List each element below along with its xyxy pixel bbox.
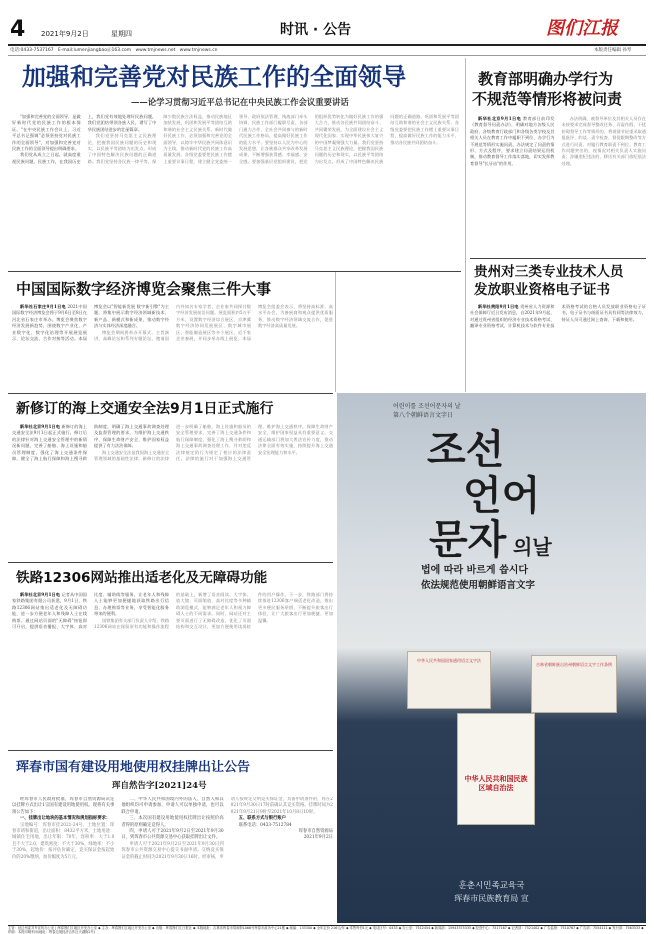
poster-book-1 [407,651,491,709]
rule [8,750,333,751]
railway-12306-body: 新华社北京9月1日电 记者从中国国家铁路集团有限公司获悉，9月1日，铁路12306网站推出适老化及无障碍功能，进一步方便老年人和残障人士在线购票。通过网站页面的"无障碍"按钮即可开启，提供语音播报、大字体、高对比度、辅助线等服务，让老年人和残障人士能够更加便捷地获取铁路出行信息、办理购票等业务，享受智能化服务带来的便利。 国铁集团有关部门负责人介绍，铁路12306网站在保留原有功能和操作流程的基础上，新增了语音阅读、大字体、放大镜、页面缩放、高对比度等多种辅助浏览模式，能够满足老年人和视力障碍人士的不同需求。同时，网站还对主要页面进行了无障碍改造，优化了页面结构和交互设计，更加方便使用读屏软件的用户操作。下一步，铁路部门将持续推进12306客户端适老化改造，推出更多便民服务举措，不断提升旅客出行体验，让广大旅客出行更加便捷、更加温馨。 [12,592,333,630]
main-headline: 加强和完善党对民族工作的全面领导 [22,63,406,91]
rule [8,271,461,272]
railway-12306-headline: 铁路12306网站推出适老化及无障碍功能 [16,570,268,586]
poster-slogan-korean: 법에 따라 바르게 씁시다 [421,565,529,576]
column-divider [335,272,336,392]
education-lead: 新华社北京9月1日电 [478,116,522,121]
digital-expo-text: 2021中国国际数字经济博览会将于9月6日至8日在河北省石家庄市举办。博览会聚焦数字经济发展新趋势，围绕数字产业化、产业数字化、数字化治理等开展展览展示、论坛交流、合作对接等活动。本届博览会以"智能新发展 数字新引擎"为主题，将集中展示数字经济领域新技术、新产品、新模式和新成果，推动数字经济与实体经济深度融合。 [12,304,169,342]
main-subheadline: ——论学习贯彻习近平总书记在中央民族工作会议重要讲话 [131,97,349,107]
guizhou-text: 贵州省人力资源和社会保障厅近日发布消息，自2021年9月起，对通过贵州省组织的经济专业技术资格考试、翻译专业资格考试、计算机技术与软件专业技术资格考试的合格人员发放职业资格电子证书，电子证书与纸质证书具有同等法律效力，持证人员可通过网上查询、下载和使用。 [470,304,646,329]
issue-weekday: 星期四 [111,30,132,38]
rule [8,562,333,563]
contact-strip [10,48,218,54]
guizhou-lead: 新华社贵阳9月1日电 [478,304,519,309]
digital-expo-lead: 新华社石家庄9月1日电 [20,304,66,309]
notice-date: 2021年9月2日 [303,835,333,841]
contact-rule [8,55,646,56]
digital-expo-headline: 中国国际数字经济博览会聚焦三件大事 [16,280,272,298]
main-article-body: "加强和完善党的全面领导，是做好新时代党的民族工作的根本保证。"在中央民族工作会议上，习近平总书记强调"必须坚持党对民族工作的全面领导"，对加强和完善党对民族工作的全面领导提出明确要求。 我们党从成立之日起，就高度重视民族问题。民族工作，在我国历史上，我们党有效地处理好民族问题，我们党团结带领各族人民，谱写了中华民族团结进步的壮丽篇章。 我们党坚持马克思主义民族理论，把握我国民族问题的历史和现实，以民族平等团结为出发点，形成了中国特色解决民族问题的正确道路。我们党坚持各民族一律平等，保障少数民族合法权益，推动民族地区加快发展，巩固和发展平等团结互助和谐的社会主义民族关系。新时代做好民族工作，必须加强和完善党的全面领导，以铸牢中华民族共同体意识为主线，推动新时代党的民族工作高质量发展。各级党委要把民族工作摆上重要议事日程，建立健全党委统一领导、政府依法管理、统战部门牵头协调、民族工作部门履职尽责、各部门通力合作、全社会共同参与的新时代民族工作格局，提高做好民族工作的能力水平。要坚持以人民为中心的发展思想，让各族群众共享改革发展成果，不断增强获得感、幸福感、安全感。要加强基层党组织建设，把党的组织优势转化为做好民族工作的强大合力，推动各民族共同团结奋斗、共同繁荣发展，为全面建设社会主义现代化国家、实现中华民族伟大复兴的中国梦凝聚强大力量。我们党坚持马克思主义民族理论，把握我国民族问题的历史和现实，以民族平等团结为出发点，形成了中国特色解决民族问题的正确道路，巩固和发展平等团结互助和谐的社会主义民族关系。各级党委要把民族工作摆上重要议事日程，提高做好民族工作的能力水平，推动各民族共同团结奋斗。 [12,114,459,164]
notice-item: 一、挂牌出让地块的基本情况和规划指标要求： [20,816,111,822]
poster-book-3 [457,713,535,825]
railway-12306-lead: 新华社北京9月1日电 [20,592,61,597]
notice-item: 四、申请人可于2021年9月2日至2021年9月30日，到珲春市公共资源交易中心获取挂牌出让文件。 [121,829,224,841]
maritime-law-body: 新华社北京9月1日电 新修订的海上交通安全法9月1日起正式施行。修订后的法律针对海上交通安全管理中的新情况新问题，完善了船舶、海上设施和船员管理制度，强化了海上交通条件保障，健全了海上航行保障和海上搜寻救助制度，明确了海上交通事故调查处理及监督管理的要求，为维护海上交通秩序、保障生命财产安全、维护国家权益提供了有力法治保障。 海上交通安全法是我国海上交通安全管理领域的基础性法律。新修订的法律进一步明确了船舶、海上设施和船员的安全管理要求，完善了海上交通条件和航行保障制度，强化了海上搜寻救助和海上交通事故调查处理工作，并对违反法律规定的行为规定了相应的法律责任。法律的施行对于加强海上交通管理，维护海上交通秩序，保障生命财产安全，维护国家权益具有重要意义。交通运输部门将加大普法宣传力度，推动法律全面有效实施，持续提升海上交通安全治理能力和水平。 [12,424,333,462]
notice-item: 三、本次国有建设用地使用权挂牌出让按照价高者得的原则确定竞得人。 [121,816,224,828]
poster-book-1-title: 中华人民共和国国家通用语言文字法 [417,658,481,663]
website-link-cn[interactable]: www.tmjnews.cn [179,48,218,53]
railway-12306-text: 记者从中国国家铁路集团有限公司获悉，9月1日，铁路12306网站推出适老化及无障碍功能，进一步方便老年人和残障人士在线购票。通过网站页面的"无障碍"按钮即可开启，提供语音播报、大字体、高对比度、辅助线等服务，让老年人和残障人士能够更加便捷地获取铁路出行信息、办理购票等业务，享受智能化服务带来的便利。 [12,592,169,630]
maritime-law-text: 新修订的海上交通安全法9月1日起正式施行。修订后的法律针对海上交通安全管理中的新情况新问题，完善了船舶、海上设施和船员管理制度，强化了海上交通条件保障，健全了海上航行保障和海上搜寻救助制度，明确了海上交通事故调查处理及监督管理的要求，为维护海上交通秩序、保障生命财产安全、维护国家权益提供了有力法治保障。 [12,424,169,462]
issue-date: 2021年9月2日 [41,30,89,38]
education-text: 教育部日前印发《教育督导问责办法》，明确对地方各级人民政府、各级教育行政部门和各级各类学校及其相关人员在教育工作中履职不到位、办学行为不规范等情形实施问责。办法规定了问责的情形、方式及程序，要求建立问责结果运用机制，推动教育督导工作落实落地，切实发挥教育督导"长牙齿"的作用。 [470,116,555,166]
phone-text: 电话:0433-7537167 [10,48,54,53]
section-title: 时讯 · 公告 [280,22,352,38]
maritime-law-lead: 新华社北京9月1日电 [20,424,61,429]
paper-logo: 图们江报 [546,18,618,39]
guizhou-body [470,304,646,392]
poster-slogan-chinese: 依法规范使用朝鲜语言文字 [421,580,536,591]
email-link[interactable]: E-mail:lumenjiangbao＠163.com [57,48,132,53]
rule [8,393,333,394]
maritime-law-headline: 新修订的海上交通安全法9月1日正式施行 [16,401,274,417]
masthead-rule [8,44,646,46]
notice-item: 二、中华人民共和国境内外的法人、自然人和其他组织均可申请参加，申请人可以单独申请，也可以联合申请。 [121,797,224,815]
rule [470,258,646,259]
editor-line: 本版责任编辑 孙琴 [594,48,632,53]
guizhou-headline-line1: 贵州对三类专业技术人员 [474,264,624,280]
poster-footer-chinese: 珲春市民族教育局 宣 [454,894,529,903]
poster-big-2: 언어 [463,473,541,519]
notice-number: 珲自然告字[2021]24号 [112,781,207,791]
column-divider [465,58,466,392]
notice-intro: 经珲春市人民政府批准，珲春市自然资源局决定以挂牌方式出让1宗国有建设用地使用权。现将有关事项公告如下： [12,797,115,815]
notice-signer: 珲春市自然资源局 [298,829,333,835]
poster-line1: 어린이를 조선어문자의 날 [393,403,461,410]
poster-big-3: 문자 [429,517,507,563]
footer-imprint: 主管：延边州委对外宣传办公室 | 珲春图们江地区开发办公室 ◆ 主办：珲春图们江地区开发办公室 ◆ 出版：珲春图们江日报社 ◆ 本版地址：吉林省珲春市靖和街1066号珲春市政务中心21楼 ◆ 邮编：133300 ◆ 全年定价 216元/年 ◆ 零售每份1元 ◆ 电话区号：0433 ◆ 办公室：7512454 ◆ 新闻部：15943375335 ◆ 经营中心：7517167 ◆ 记者部：7521402 ◆ 广告监督：7510767 ◆ 广告部：7554111 ◆ 发行部：7563533 ◆ 印刷：本报印刷车间(地址：珲春边境经济合作区天湖街2号) [8,926,644,934]
poster-line2: 第八个朝鲜语言文字日 [393,412,454,419]
poster-book-2-title: 吉林省朝鲜族自治州朝鲜语言文字工作条例 [536,662,612,667]
notice-headline: 珲春市国有建设用地使用权挂牌出让公告 [16,760,251,775]
notice-item: 五、联系方式与银行账户 [238,816,286,822]
education-headline-line1: 教育部明确办学行为 [478,70,614,88]
page-number: 4 [10,17,26,42]
website-link-net[interactable]: www.tmjnews.net [135,48,176,53]
main-article-para: "加强和完善党的全面领导，是做好新时代党的民族工作的根本保证。"在中央民族工作会议上，习近平总书记强调"必须坚持党对民族工作的全面领导"，对加强和完善党对民族工作的全面领导提出明确要求。 [12,114,81,152]
poster-big-1: 조선 [427,427,505,473]
digital-expo-body: 新华社石家庄9月1日电 2021中国国际数字经济博览会将于9月6日至8日在河北省石家庄市举办。博览会聚焦数字经济发展新趋势，围绕数字产业化、产业数字化、数字化治理等开展展览展示、论坛交流、合作对接等活动。本届博览会以"智能新发展 数字新引擎"为主题，将集中展示数字经济领域新技术、新产品、新模式和新成果，推动数字经济与实体经济深度融合。 博览会期间将举办开幕式、主旨演讲、高峰论坛和系列专题论坛，邀请国内外知名专家学者、企业家共同探讨数字经济发展前沿问题。展览面积约5万平方米，设置数字经济综合展区、京津冀数字经济协同发展展区、数字城市展区、智能制造展区等多个展区，近千家企业参展，并同步举办线上展览。本届博览会组委会表示，将坚持高标准、高水平办会，为参展商和观众提供优质服务，推动数字经济领域交流合作，促进数字经济高质量发展。 [12,304,333,342]
notice-body: 经珲春市人民政府批准，珲春市自然资源局决定以挂牌方式出让1宗国有建设用地使用权。现将有关事项公告如下： 一、挂牌出让地块的基本情况和规划指标要求： 宗地编号：珲春市挂2021-24号，土地位置：珲春市靖和街道，出让面积：8432平方米，土地用途：城镇住宅用地，出让年限：70年，容积率：大于1.0且不大于2.0，建筑密度：不大于30%，绿地率：不小于30%，起始价：按评估价确定，竞买保证金按起始价的20%缴纳，加价幅度为5万元。 二、中华人民共和国境内外的法人、自然人和其他组织均可申请参加，申请人可以单独申请，也可以联合申请。 三、本次国有建设用地使用权挂牌出让按照价高者得的原则确定竞得人。 四、申请人可于2021年9月2日至2021年9月30日，到珲春市公共资源交易中心获取挂牌出让文件。 申请人可于2021年9月2日至2021年9月30日到珲春市公共资源交易中心提交书面申请。交纳竞买保证金的截止时间为2021年9月30日16时。经审核，申请人按规定交纳竞买保证金，具备申请条件的，将在2021年9月30日17时前确认其竞买资格。挂牌时间为2021年9月21日9时至2021年10月8日10时。 五、联系方式与银行账户 联系电话：0433-7512784 珲春市自然资源局 2021年9月2日 [12,797,333,860]
korean-language-day-poster [337,393,646,923]
education-headline-line2: 不规范等情形将被问责 [472,90,623,108]
notice-contact: 联系电话：0433-7512784 [238,822,292,828]
poster-book-2 [531,655,617,713]
main-article-para: 我们党从成立之日起，就高度重视民族问题。民族工作，在我国历史上，我们党有效地处理好民族问题，我们党团结带领各族人民，谱写了中华民族团结进步的壮丽篇章。 [12,114,157,164]
poster-big-4: 의날 [513,535,552,559]
guizhou-headline-line2: 发放职业资格电子证书 [474,282,610,298]
poster-footer-korean: 훈춘시민족교육국 [458,881,525,891]
education-body: 新华社北京9月1日电 教育部日前印发《教育督导问责办法》，明确对地方各级人民政府、各级教育行政部门和各级各类学校及其相关人员在教育工作中履职不到位、办学行为不规范等情形实施问责。办法规定了问责的情形、方式及程序，要求建立问责结果运用机制，推动教育督导工作落实落地，切实发挥教育督导"长牙齿"的作用。 办法明确，被督导单位及其相关人员存在未按要求完成督导整改任务、弄虚作假、干扰妨碍督导工作等情形的，将视情节轻重采取通报批评、约谈、责令检查、督促限期整改等方式进行问责。对履行教育职责不到位、教育工作问题突出的，视情况对相关负责人实施问责；涉嫌违纪违法的，移送有关部门依纪依法处理。 [470,116,646,166]
poster-book-3-title: 中华人民共和国民族区域自治法 [464,774,528,792]
